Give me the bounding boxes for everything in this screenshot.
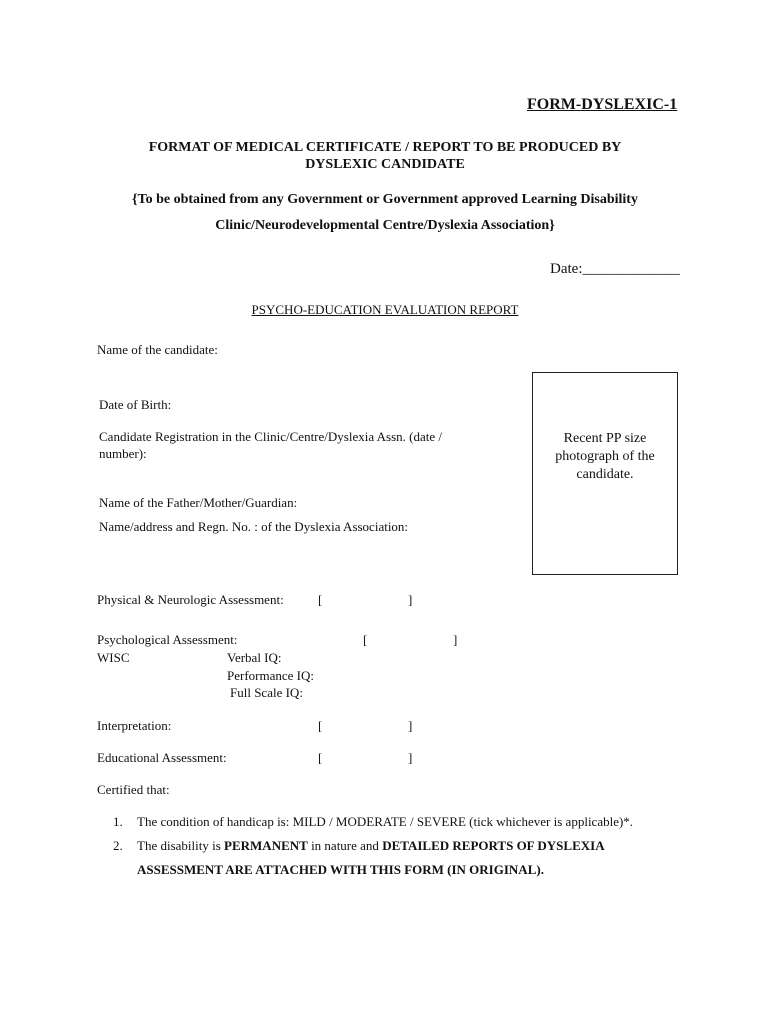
educational-bracket-open: [ (318, 750, 323, 765)
full-scale-iq-label: Full Scale IQ: (230, 685, 303, 700)
report-title: PSYCHO-EDUCATION EVALUATION REPORT (251, 302, 519, 317)
title-line-2: DYSLEXIC CANDIDATE (305, 157, 465, 172)
wisc-label: WISC (97, 650, 130, 665)
subtitle-line-1: {To be obtained from any Government or Government approved Learning Disability (132, 192, 638, 207)
physical-assessment-label: Physical & Neurologic Assessment: (97, 592, 284, 607)
certified-item-2-permanent: PERMANENT (224, 838, 308, 853)
psychological-bracket-close: ] (453, 632, 458, 647)
certified-item-2-number: 2. (113, 838, 123, 853)
interpretation-bracket-close: ] (408, 718, 413, 733)
candidate-name-label: Name of the candidate: (97, 342, 218, 357)
psychological-assessment-label: Psychological Assessment: (97, 632, 238, 647)
guardian-label: Name of the Father/Mother/Guardian: (99, 495, 298, 510)
date-field: Date:_____________ (550, 261, 680, 277)
certified-label: Certified that: (97, 782, 170, 797)
certified-item-2-mid: in nature and (307, 838, 383, 853)
verbal-iq-label: Verbal IQ: (227, 650, 282, 665)
educational-assessment-label: Educational Assessment: (97, 750, 227, 765)
psychological-bracket-open: [ (363, 632, 368, 647)
photo-placeholder-box (532, 372, 678, 575)
interpretation-label: Interpretation: (97, 718, 172, 733)
registration-label-line-2: number): (99, 446, 147, 461)
association-label: Name/address and Regn. No. : of the Dyslexia Association: (99, 519, 409, 534)
educational-bracket-close: ] (408, 750, 413, 765)
certified-item-2-text (137, 838, 605, 854)
title-line-1: FORMAT OF MEDICAL CERTIFICATE / REPORT TO BE PRODUCED BY (148, 140, 622, 155)
certified-item-1-number: 1. (113, 814, 123, 829)
performance-iq-label: Performance IQ: (227, 668, 314, 683)
certified-item-2-line-2: ASSESSMENT ARE ATTACHED WITH THIS FORM (IN ORIGINAL). (137, 862, 544, 877)
dob-label: Date of Birth: (99, 397, 172, 412)
physical-bracket-open: [ (318, 592, 323, 607)
interpretation-bracket-open: [ (318, 718, 323, 733)
physical-bracket-close: ] (408, 592, 413, 607)
subtitle-line-2: Clinic/Neurodevelopmental Centre/Dyslexia Association} (215, 218, 555, 233)
certified-item-1-text: The condition of handicap is: MILD / MODERATE / SEVERE (tick whichever is applicable)*. (137, 814, 634, 829)
registration-label-line-1: Candidate Registration in the Clinic/Centre/Dyslexia Assn. (date / (99, 429, 442, 444)
form-id: FORM-DYSLEXIC-1 (527, 96, 678, 113)
certified-item-2-pre: The disability is (137, 838, 225, 853)
photo-instruction: Recent PP size photograph of the candidate. (555, 431, 655, 482)
certified-item-2-detailed-reports: DETAILED REPORTS OF DYSLEXIA (382, 838, 605, 853)
